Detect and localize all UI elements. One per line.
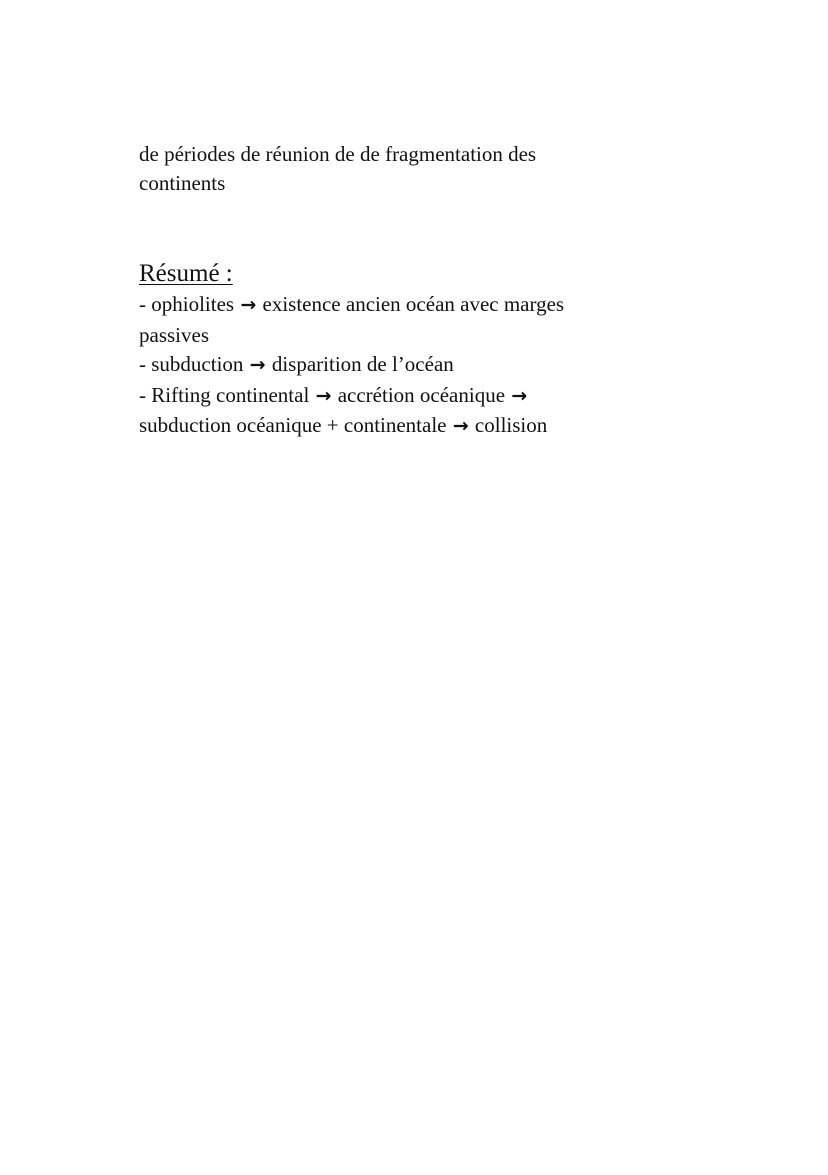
- summary-text: - ophiolites: [139, 292, 235, 316]
- summary-text: subduction océanique + continentale: [139, 413, 447, 437]
- summary-text: disparition de l’océan: [271, 352, 454, 376]
- arrow-right-icon: →: [249, 354, 266, 376]
- summary-section: [139, 258, 739, 442]
- summary-item-ophiolites-cont: [139, 321, 739, 351]
- intro-line: continents: [139, 171, 226, 195]
- summary-text: collision: [474, 413, 548, 437]
- summary-list: [139, 290, 739, 442]
- arrow-right-icon: →: [452, 415, 469, 437]
- summary-item-subduction: [139, 350, 739, 381]
- summary-text: existence ancien océan avec marges: [262, 292, 565, 316]
- summary-item-rifting-cont: [139, 411, 739, 442]
- intro-paragraph: [139, 140, 699, 198]
- summary-item-ophiolites: [139, 290, 739, 321]
- summary-text: accrétion océanique: [337, 382, 506, 407]
- summary-item-rifting: [139, 381, 739, 412]
- arrow-right-icon: →: [315, 384, 332, 407]
- intro-line: de périodes de réunion de de fragmentation des: [139, 142, 537, 166]
- arrow-right-icon: →: [240, 294, 257, 316]
- summary-text: - Rifting continental: [139, 382, 310, 407]
- summary-title: Résumé :: [139, 260, 233, 287]
- arrow-right-icon: →: [511, 384, 528, 407]
- summary-text: passives: [139, 322, 209, 347]
- summary-text: - subduction: [139, 352, 244, 376]
